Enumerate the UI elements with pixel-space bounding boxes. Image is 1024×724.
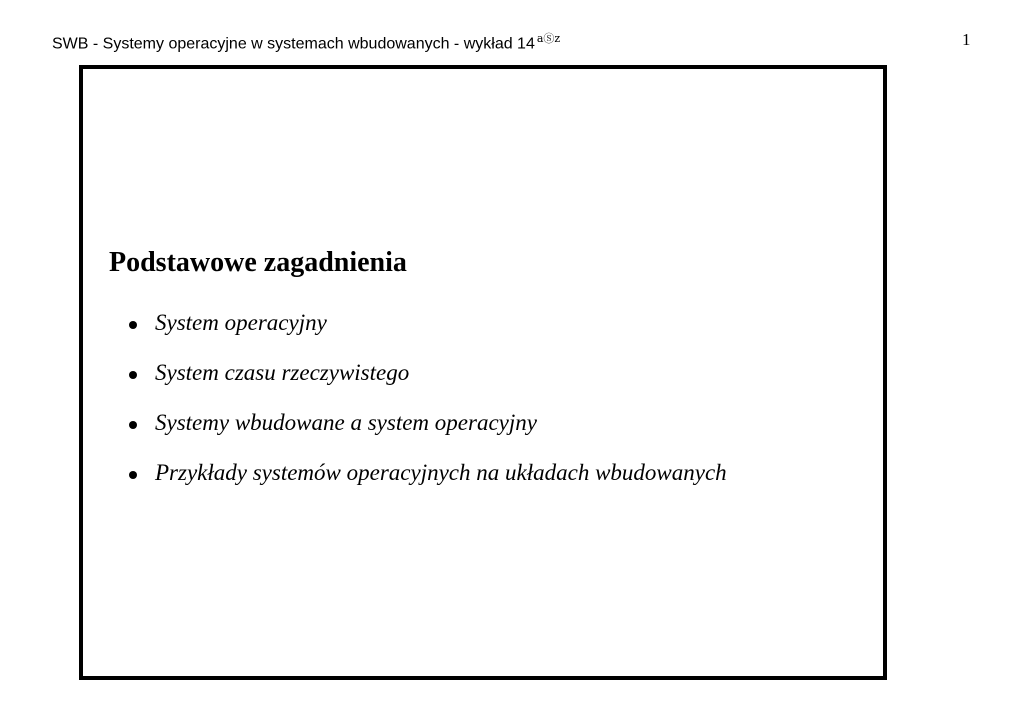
bullet-icon [129, 421, 137, 429]
list-item [129, 459, 727, 509]
bullet-text: System czasu rzeczywistego [155, 360, 410, 385]
bullet-icon [129, 321, 137, 329]
bullet-list [129, 309, 727, 509]
bullet-text: Systemy wbudowane a system operacyjny [155, 410, 537, 435]
bullet-icon [129, 471, 137, 479]
slide-frame [79, 65, 887, 680]
list-item [129, 309, 727, 359]
bullet-text: Przykłady systemów operacyjnych na układach wbudowanych [155, 460, 727, 485]
bullet-icon [129, 371, 137, 379]
bullet-text: System operacyjny [155, 310, 327, 335]
page-number: 1 [962, 30, 971, 49]
list-item [129, 409, 727, 459]
document-header [52, 30, 560, 53]
slide-heading: Podstawowe zagadnienia [109, 247, 407, 278]
header-title: SWB - Systemy operacyjne w systemach wbudowanych - wykład 14 [52, 35, 535, 53]
list-item [129, 359, 727, 409]
header-mark: aⓈz [536, 32, 561, 45]
